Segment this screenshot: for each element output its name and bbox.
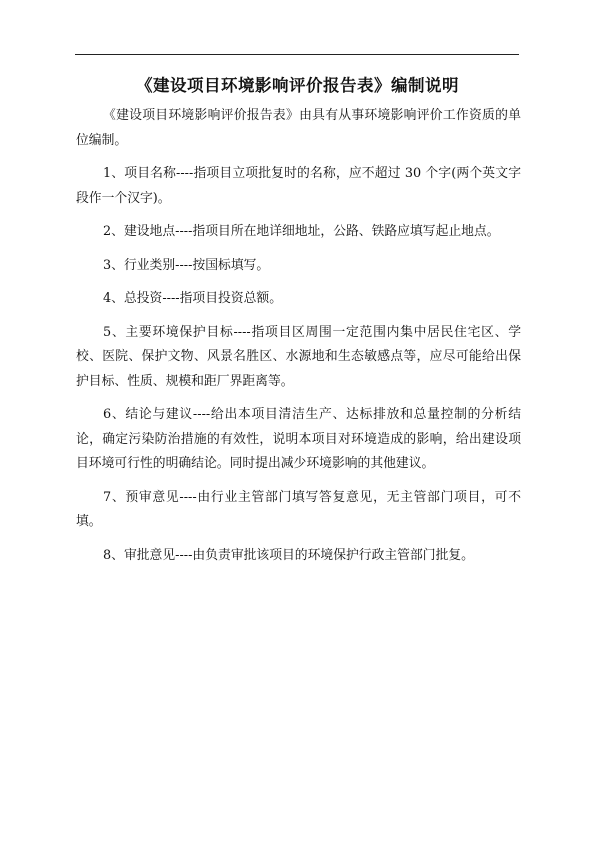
paragraph-item-8-approval: 8、审批意见----由负责审批该项目的环境保护行政主管部门批复。 (103, 547, 474, 563)
page-title: 《建设项目环境影响评价报告表》编制说明 (136, 76, 459, 95)
header-rule (75, 54, 519, 55)
paragraph-item-1-project-name: 1、项目名称----指项目立项批复时的名称，应不超过 30 个字(两个英文字段作一个汉字)。 (76, 166, 521, 206)
paragraph-item-3-industry: 3、行业类别----按国标填写。 (103, 257, 270, 273)
paragraph-item-4-investment: 4、总投资----指项目投资总额。 (103, 291, 283, 306)
paragraph-item-2-location: 2、建设地点----指项目所在地详细地址，公路、铁路应填写起止地点。 (103, 224, 500, 239)
paragraph-intro: 《建设项目环境影响评价报告表》由具有从事环境影响评价工作资质的单位编制。 (76, 108, 521, 148)
paragraph-item-7-pre-review: 7、预审意见----由行业主管部门填写答复意见，无主管部门项目，可不填。 (76, 489, 521, 529)
paragraph-item-6-conclusions: 6、结论与建议----给出本项目清洁生产、达标排放和总量控制的分析结论，确定污染防治措施的有效性，说明本项目对环境造成的影响，给出建设项目环境可行性的明确结论。同时提出减少环境影响的其他建议。 (76, 407, 521, 471)
paragraph-item-5-protection-targets: 5、主要环境保护目标----指项目区周围一定范围内集中居民住宅区、学校、医院、保护文物、风景名胜区、水源地和生态敏感点等，应尽可能给出保护目标、性质、规模和距厂界距离等。 (76, 324, 521, 389)
document-body (76, 104, 521, 577)
